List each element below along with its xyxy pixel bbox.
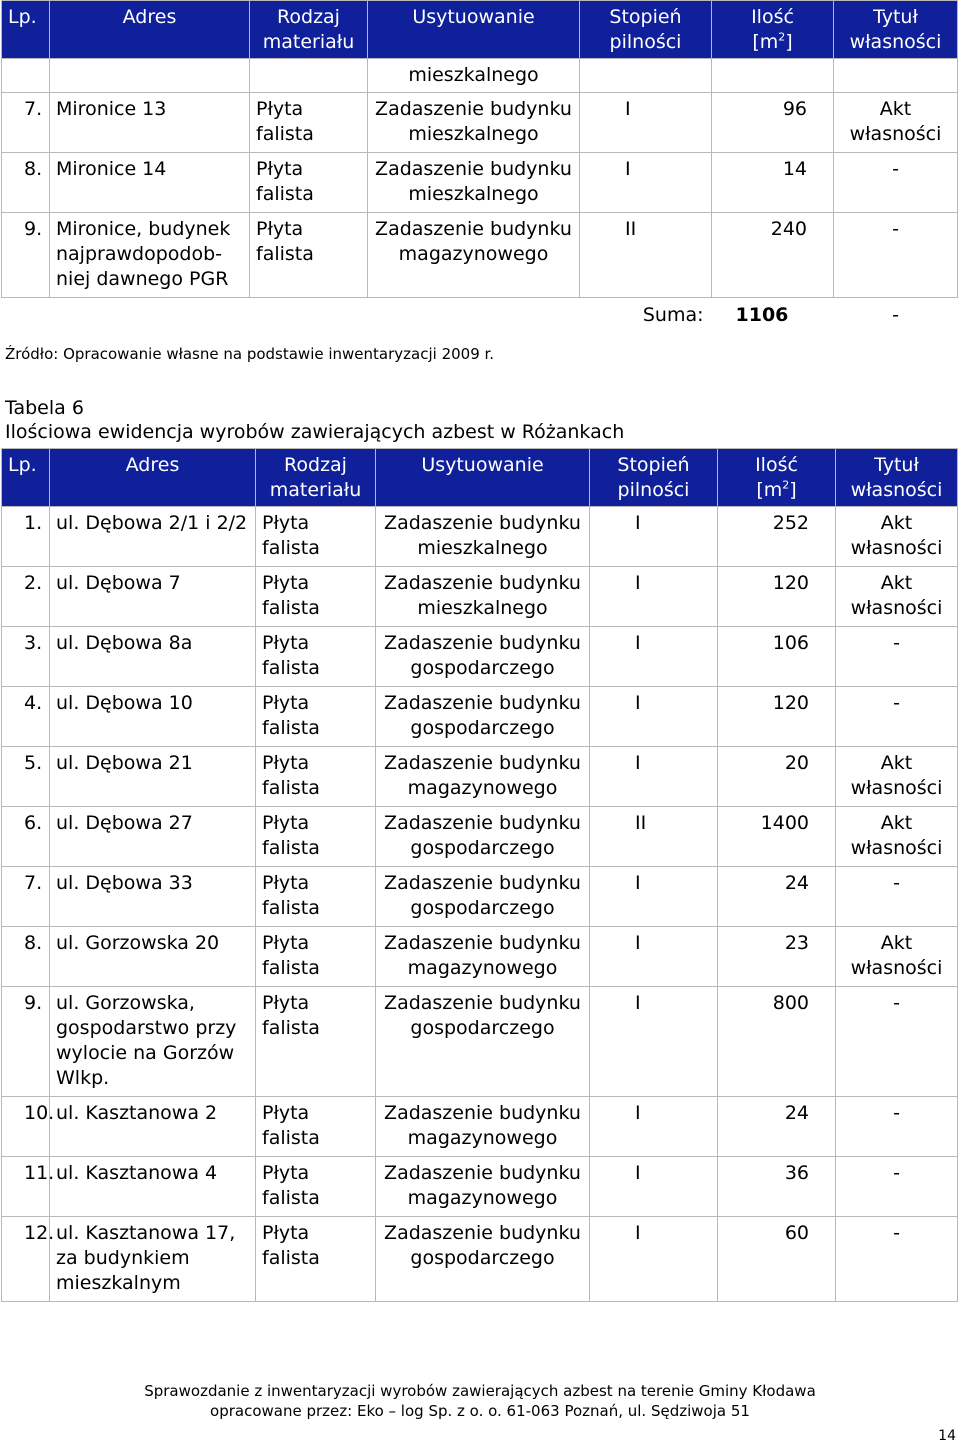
cell-stopien: I	[590, 567, 718, 627]
table-row	[2, 153, 958, 213]
header-tytul: Tytuł własności	[836, 449, 958, 507]
table-row	[2, 927, 958, 987]
table-row	[2, 1217, 958, 1302]
cell-stopien: II	[580, 213, 712, 298]
table-row	[2, 1097, 958, 1157]
cell-usytuowanie: Zadaszenie budynku magazynowego	[376, 1157, 590, 1217]
cell-ilosc: 106	[718, 627, 836, 687]
cell-ilosc: 252	[718, 507, 836, 567]
source-note: Źródło: Opracowanie własne na podstawie inwentaryzacji 2009 r.	[5, 345, 495, 363]
cell-usytuowanie: Zadaszenie budynku mieszkalnego	[368, 93, 580, 153]
table-caption-label: Tabela 6	[5, 397, 84, 419]
table-header-row	[2, 1, 958, 59]
cell-lp: 9.	[2, 987, 50, 1097]
cell-rodzaj: Płyta falista	[256, 927, 376, 987]
table-row	[2, 687, 958, 747]
cell-usytuowanie: Zadaszenie budynku magazynowego	[376, 927, 590, 987]
cell-rodzaj: Płyta falista	[256, 1217, 376, 1302]
cell-stopien: I	[580, 93, 712, 153]
header-usytuowanie: Usytuowanie	[376, 449, 590, 507]
header-ilosc: Ilość $[m^2]$	[712, 1, 834, 59]
cell-lp: 5.	[2, 747, 50, 807]
table-caption-title: Ilościowa ewidencja wyrobów zawierających azbest w Różankach	[5, 421, 625, 443]
cell-ilosc: 20	[718, 747, 836, 807]
header-adres: Adres	[50, 1, 250, 59]
cell-lp: 8.	[2, 153, 50, 213]
cell-stopien: II	[590, 807, 718, 867]
cell-lp: 12.	[2, 1217, 50, 1302]
cell-usytuowanie: Zadaszenie budynku mieszkalnego	[376, 507, 590, 567]
cell-lp: 4.	[2, 687, 50, 747]
cell-rodzaj: Płyta falista	[256, 747, 376, 807]
table-row	[2, 567, 958, 627]
cell-usytuowanie: Zadaszenie budynku gospodarczego	[376, 627, 590, 687]
cell-tytul: -	[836, 627, 958, 687]
cell-rodzaj: Płyta falista	[256, 1097, 376, 1157]
cell-lp: 6.	[2, 807, 50, 867]
cell-usytuowanie: Zadaszenie budynku mieszkalnego	[376, 567, 590, 627]
cell-tytul: Akt własności	[836, 747, 958, 807]
sum-tytul: -	[834, 298, 958, 334]
cell-tytul: -	[834, 153, 958, 213]
cell-ilosc: 120	[718, 567, 836, 627]
cell-ilosc: 23	[718, 927, 836, 987]
cell-stopien: I	[590, 987, 718, 1097]
table-row	[2, 627, 958, 687]
cell-adres: ul. Gorzowska, gospodarstwo przy wylocie na Gorzów Wlkp.	[50, 987, 256, 1097]
cell-tytul: -	[836, 1097, 958, 1157]
cell-stopien: I	[590, 867, 718, 927]
cell-lp: 1.	[2, 507, 50, 567]
cell-tytul: Akt własności	[836, 927, 958, 987]
cell-stopien: I	[580, 153, 712, 213]
table-row	[2, 507, 958, 567]
cell-usytuowanie: Zadaszenie budynku gospodarczego	[376, 807, 590, 867]
cell-rodzaj: Płyta falista	[250, 213, 368, 298]
sum-row	[2, 298, 958, 334]
table-row	[2, 1157, 958, 1217]
header-adres: Adres	[50, 449, 256, 507]
sum-label: Suma:	[580, 298, 712, 334]
footer-line-2: opracowane przez: Eko – log Sp. z o. o. 61-063 Poznań, ul. Sędziwoja 51	[210, 1402, 750, 1420]
cell-adres: Mironice 13	[50, 93, 250, 153]
header-ilosc: Ilość $[m^2]$	[718, 449, 836, 507]
cell-rodzaj: Płyta falista	[256, 1157, 376, 1217]
cell-stopien: I	[590, 687, 718, 747]
cell-tytul: -	[834, 213, 958, 298]
cell-ilosc: 24	[718, 1097, 836, 1157]
cell-adres: ul. Dębowa 8a	[50, 627, 256, 687]
cell-adres: ul. Dębowa 33	[50, 867, 256, 927]
cell-rodzaj: Płyta falista	[256, 687, 376, 747]
cell-lp: 7.	[2, 867, 50, 927]
cell-adres: Mironice 14	[50, 153, 250, 213]
cell-tytul: Akt własności	[836, 807, 958, 867]
table-rozanki	[1, 448, 958, 1302]
cell-ilosc: 1400	[718, 807, 836, 867]
table-row	[2, 213, 958, 298]
cell-lp: 10.	[2, 1097, 50, 1157]
cell-ilosc: 240	[712, 213, 834, 298]
cell-lp: 8.	[2, 927, 50, 987]
cell-lp: 11.	[2, 1157, 50, 1217]
cell-stopien: I	[590, 927, 718, 987]
cell-rodzaj: Płyta falista	[256, 507, 376, 567]
cell-adres: Mironice, budynek najprawdopodob-niej dawnego PGR	[50, 213, 250, 298]
cell-ilosc: 96	[712, 93, 834, 153]
cell-stopien: I	[590, 747, 718, 807]
cell-rodzaj: Płyta falista	[250, 93, 368, 153]
cell-stopien: I	[590, 507, 718, 567]
cell-tytul: -	[836, 867, 958, 927]
header-usytuowanie: Usytuowanie	[368, 1, 580, 59]
cell-rodzaj: Płyta falista	[250, 153, 368, 213]
cell-usytuowanie: Zadaszenie budynku magazynowego	[376, 1097, 590, 1157]
cell-stopien: I	[590, 1097, 718, 1157]
cell-rodzaj: Płyta falista	[256, 807, 376, 867]
table-row	[2, 747, 958, 807]
cell-adres: ul. Dębowa 7	[50, 567, 256, 627]
cell-ilosc: 800	[718, 987, 836, 1097]
cell-ilosc: 36	[718, 1157, 836, 1217]
page-number: 14	[938, 1428, 956, 1444]
header-stopien: Stopień pilności	[590, 449, 718, 507]
cell-tytul: Akt własności	[834, 93, 958, 153]
cell-usytuowanie: Zadaszenie budynku magazynowego	[376, 747, 590, 807]
header-rodzaj: Rodzaj materiału	[250, 1, 368, 59]
cell-adres: ul. Kasztanowa 4	[50, 1157, 256, 1217]
cell-usytuowanie: Zadaszenie budynku gospodarczego	[376, 1217, 590, 1302]
cell-usytuowanie: Zadaszenie budynku mieszkalnego	[368, 153, 580, 213]
table-mironice	[1, 0, 958, 334]
cell-tytul: -	[836, 987, 958, 1097]
cell-usytuowanie: Zadaszenie budynku magazynowego	[368, 213, 580, 298]
cell-lp: 7.	[2, 93, 50, 153]
cell-usytuowanie: Zadaszenie budynku gospodarczego	[376, 867, 590, 927]
cell-usytuowanie: Zadaszenie budynku gospodarczego	[376, 987, 590, 1097]
header-rodzaj: Rodzaj materiału	[256, 449, 376, 507]
footer-line-1: Sprawozdanie z inwentaryzacji wyrobów zawierających azbest na terenie Gminy Kłodawa	[144, 1382, 816, 1400]
cell-adres: ul. Dębowa 27	[50, 807, 256, 867]
cell-stopien: I	[590, 1217, 718, 1302]
cell-rodzaj: Płyta falista	[256, 987, 376, 1097]
cell-tytul: -	[836, 1157, 958, 1217]
cell-ilosc: 24	[718, 867, 836, 927]
table-row	[2, 59, 958, 93]
cell-adres: ul. Dębowa 2/1 i 2/2	[50, 507, 256, 567]
cell-lp: 2.	[2, 567, 50, 627]
sum-value: 1106	[712, 298, 834, 334]
cell-tytul: -	[836, 1217, 958, 1302]
cell-ilosc: 60	[718, 1217, 836, 1302]
continuation-text: mieszkalnego	[368, 59, 580, 93]
cell-lp: 9.	[2, 213, 50, 298]
cell-adres: ul. Dębowa 10	[50, 687, 256, 747]
cell-tytul: -	[836, 687, 958, 747]
cell-rodzaj: Płyta falista	[256, 867, 376, 927]
cell-stopien: I	[590, 1157, 718, 1217]
header-lp: Lp.	[2, 449, 50, 507]
table-body	[2, 507, 958, 1302]
cell-lp: 3.	[2, 627, 50, 687]
cell-adres: ul. Gorzowska 20	[50, 927, 256, 987]
header-stopien: Stopień pilności	[580, 1, 712, 59]
cell-rodzaj: Płyta falista	[256, 567, 376, 627]
table-row	[2, 987, 958, 1097]
table-row	[2, 93, 958, 153]
cell-adres: ul. Dębowa 21	[50, 747, 256, 807]
cell-rodzaj: Płyta falista	[256, 627, 376, 687]
table-row	[2, 807, 958, 867]
cell-ilosc: 120	[718, 687, 836, 747]
header-lp: Lp.	[2, 1, 50, 59]
table-row	[2, 867, 958, 927]
cell-stopien: I	[590, 627, 718, 687]
cell-usytuowanie: Zadaszenie budynku gospodarczego	[376, 687, 590, 747]
cell-adres: ul. Kasztanowa 17, za budynkiem mieszkalnym	[50, 1217, 256, 1302]
table-header-row	[2, 449, 958, 507]
header-tytul: Tytuł własności	[834, 1, 958, 59]
cell-tytul: Akt własności	[836, 567, 958, 627]
cell-tytul: Akt własności	[836, 507, 958, 567]
cell-adres: ul. Kasztanowa 2	[50, 1097, 256, 1157]
cell-ilosc: 14	[712, 153, 834, 213]
